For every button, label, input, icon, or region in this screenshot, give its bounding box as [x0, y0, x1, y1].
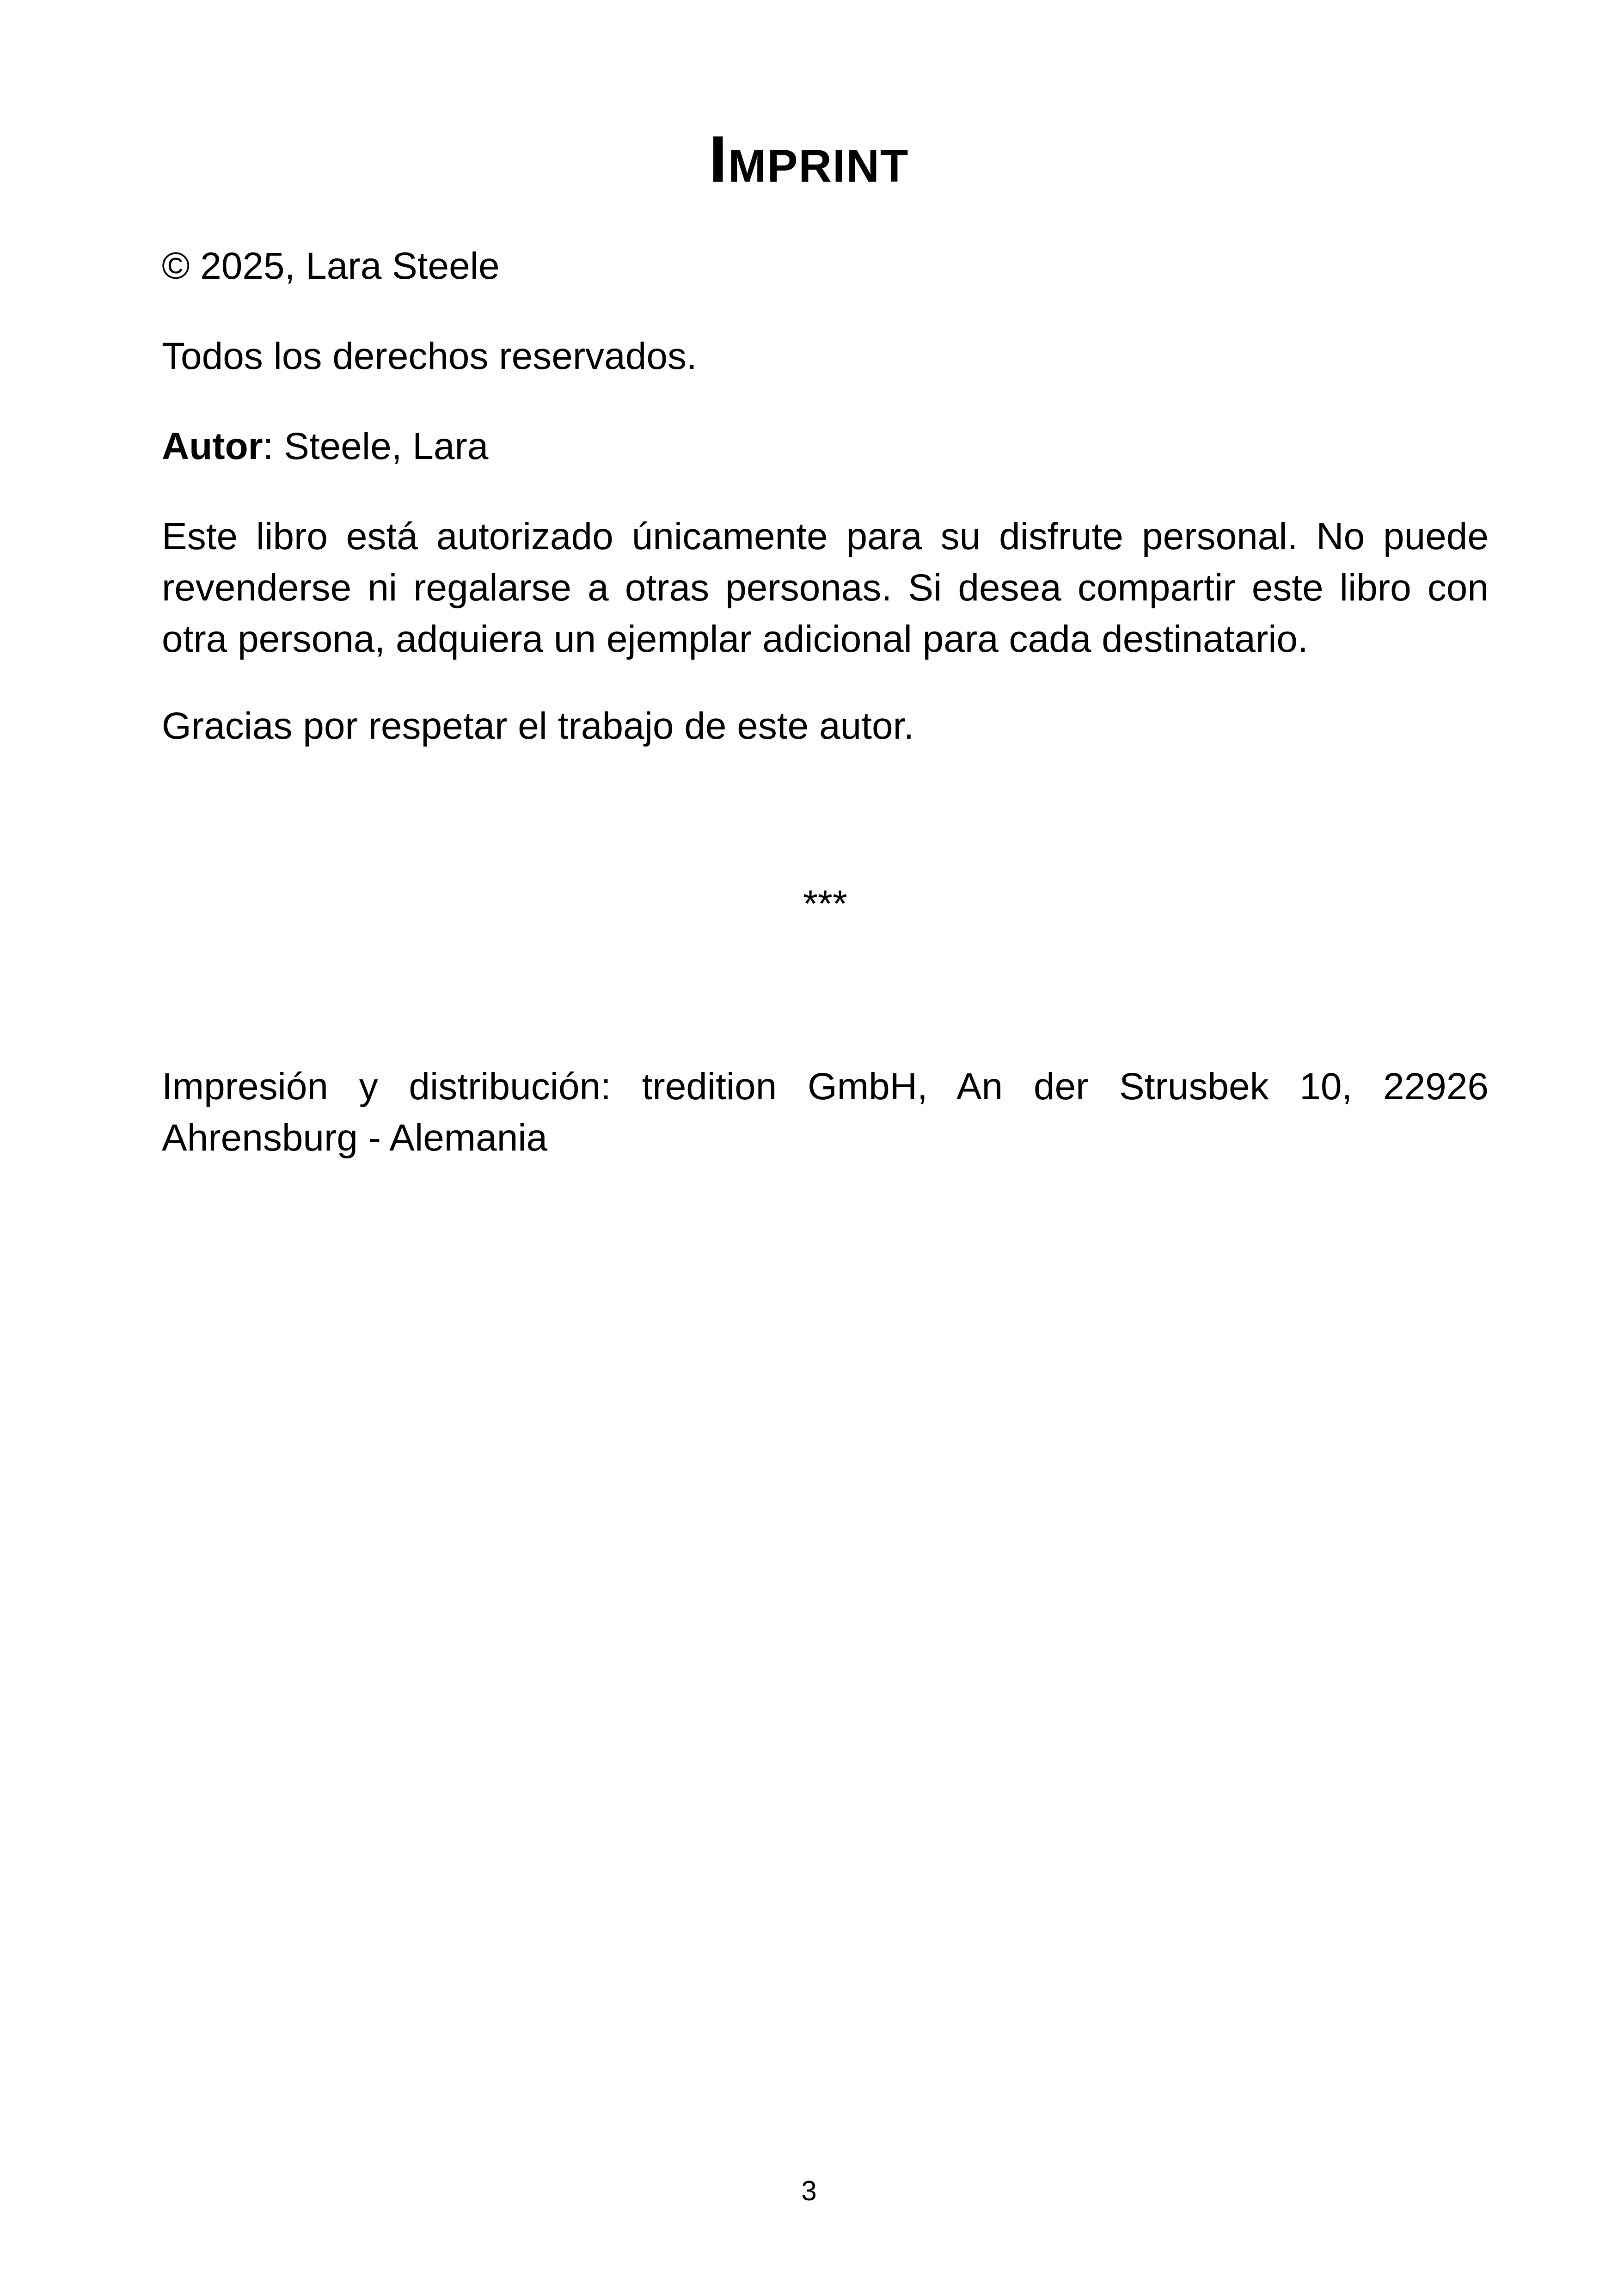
thanks-line: Gracias por respetar el trabajo de este autor.: [162, 705, 914, 747]
author-label: Autor: [162, 425, 263, 467]
license-paragraph: Este libro está autorizado únicamente para su disfrute personal. No puede revenderse ni regalarse a otras personas. Si desea compartir este libro con otra persona, adquiera un ejemplar adicional para cada destinatario.: [162, 515, 1489, 660]
page-title: Imprint: [709, 122, 909, 196]
printing-distribution-paragraph: Impresión y distribución: tredition GmbH, An der Strusbek 10, 22926 Ahrensburg - Alemania: [162, 1065, 1489, 1159]
page-number: 3: [801, 2175, 817, 2206]
copyright-line: © 2025, Lara Steele: [162, 245, 500, 287]
section-separator: ***: [803, 883, 847, 925]
author-value: : Steele, Lara: [263, 425, 489, 467]
rights-reserved-line: Todos los derechos reservados.: [162, 335, 697, 377]
author-line: [162, 421, 1489, 472]
